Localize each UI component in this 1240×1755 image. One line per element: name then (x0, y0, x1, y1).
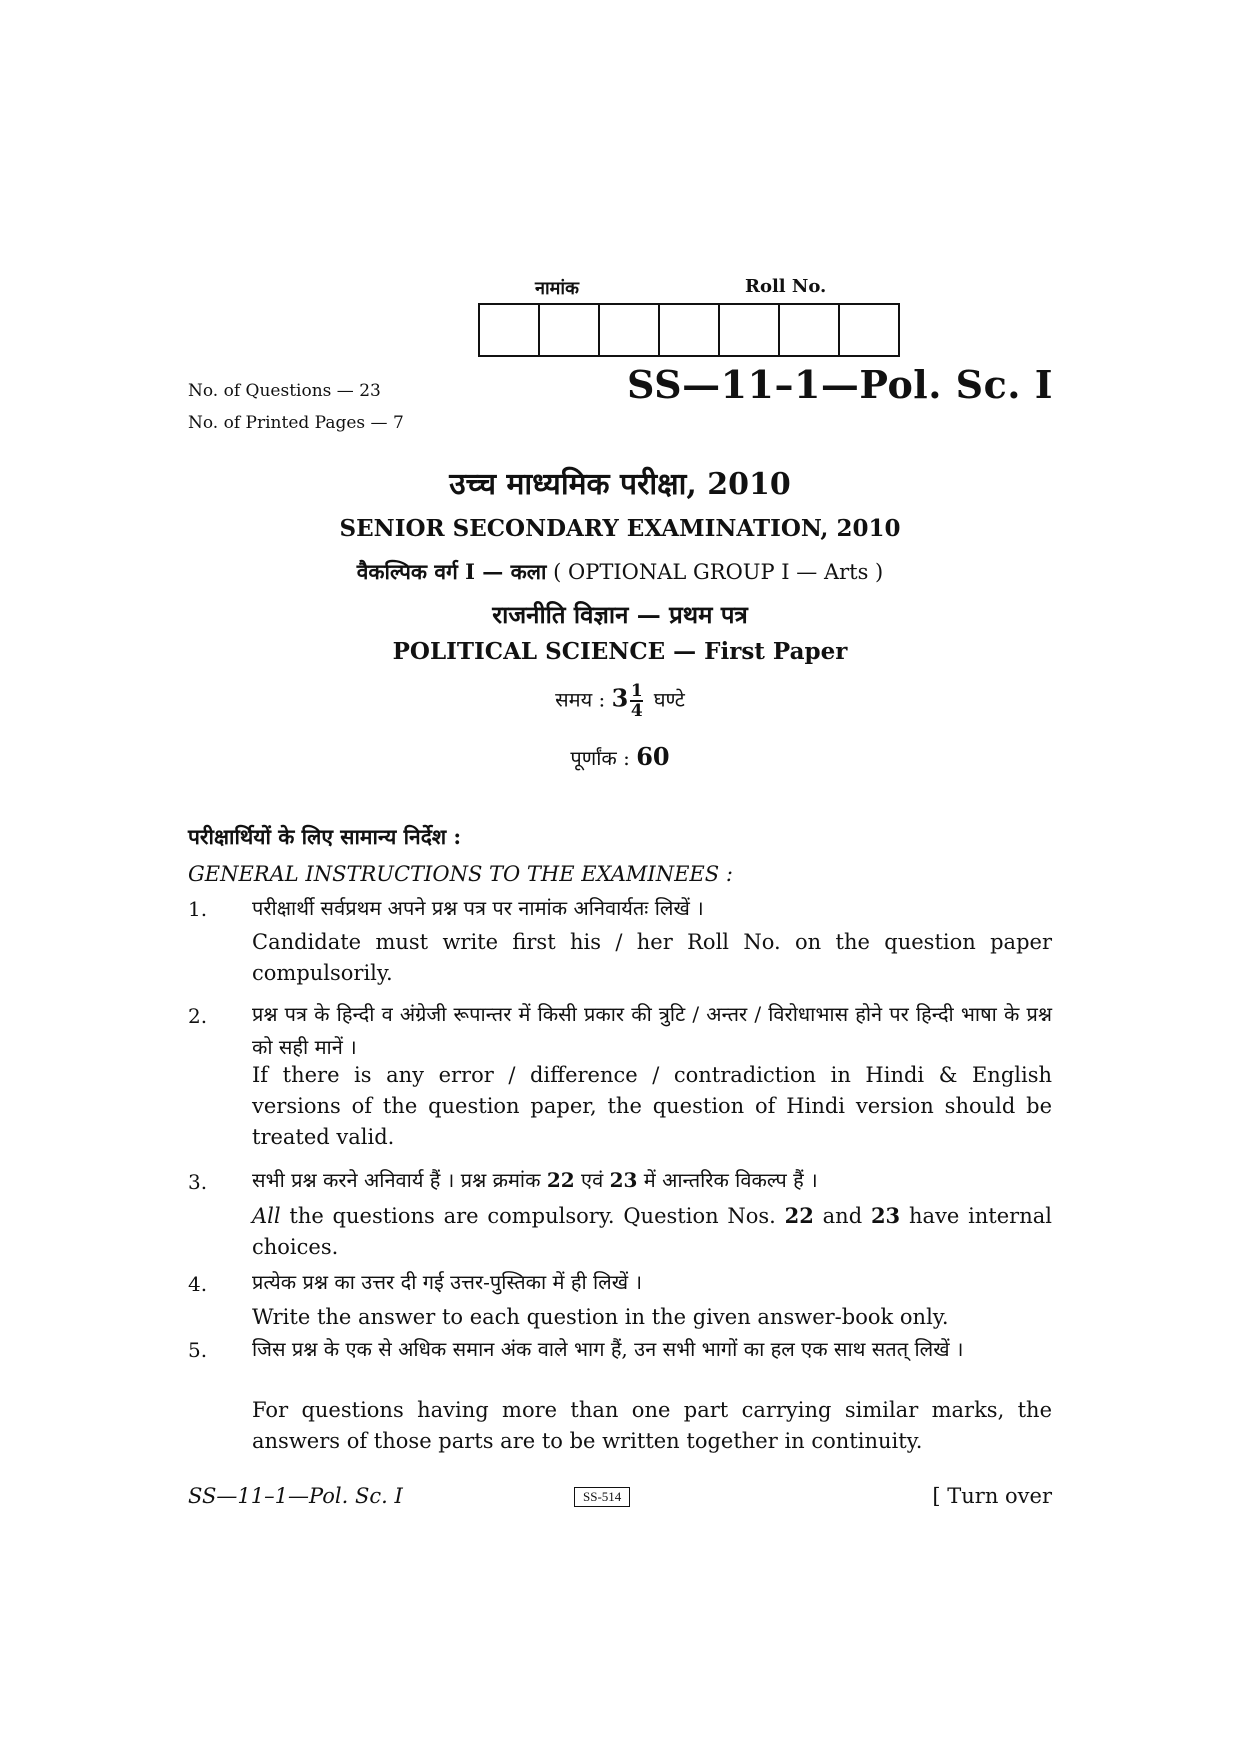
roll-number-boxes (478, 303, 900, 357)
instruction-text: the questions are compulsory. Question Nos. (289, 1204, 776, 1228)
roll-digit-box[interactable] (480, 305, 540, 355)
paper-code: SS—11–1—Pol. Sc. I (627, 362, 1053, 407)
optional-group (0, 558, 1240, 586)
instruction-text: सभी प्रश्न करने अनिवार्य हैं । प्रश्न क्रमांक (252, 1168, 541, 1192)
fraction-denominator: 4 (630, 701, 643, 721)
marks-value: 60 (636, 742, 670, 771)
roll-label-english: Roll No. (745, 276, 827, 297)
instruction-text: All (252, 1204, 281, 1228)
instruction-number: 3. (188, 1170, 208, 1194)
fraction-numerator: 1 (630, 681, 643, 701)
instruction-hindi: परीक्षार्थी सर्वप्रथम अपने प्रश्न पत्र पर नामांक अनिवार्यतः लिखें । (252, 896, 704, 920)
question-number: 23 (870, 1203, 901, 1228)
maximum-marks (0, 742, 1240, 771)
roll-digit-box[interactable] (840, 305, 898, 355)
marks-label: पूर्णांक : (570, 746, 630, 770)
subject-hindi: राजनीति विज्ञान — प्रथम पत्र (492, 600, 748, 629)
optional-group-hindi: वैकल्पिक वर्ग I — कला (356, 559, 547, 584)
question-number: 22 (546, 1168, 575, 1192)
optional-group-english: ( OPTIONAL GROUP I — Arts ) (553, 560, 884, 584)
time-unit: घण्टे (653, 687, 685, 712)
instruction-english: Candidate must write first his / her Roll No. on the question paper compulsorily. (252, 930, 1052, 985)
time-whole: 3 (611, 683, 629, 713)
instructions-heading-english: GENERAL INSTRUCTIONS TO THE EXAMINEES : (188, 862, 733, 886)
roll-digit-box[interactable] (660, 305, 720, 355)
exam-title-hindi: उच्च माध्यमिक परीक्षा, 2010 (449, 467, 791, 502)
instruction-hindi (252, 1164, 1052, 1197)
instruction-number: 2. (188, 1004, 208, 1028)
instructions-heading-hindi: परीक्षार्थियों के लिए सामान्य निर्देश : (188, 824, 462, 849)
instruction-hindi: जिस प्रश्न के एक से अधिक समान अंक वाले भाग हैं, उन सभी भागों का हल एक साथ सतत् लिखें । (252, 1337, 964, 1361)
number-of-pages: No. of Printed Pages — 7 (188, 413, 404, 433)
instruction-text: में आन्तरिक विकल्प हैं । (643, 1168, 818, 1192)
roll-digit-box[interactable] (720, 305, 780, 355)
exam-title-english: SENIOR SECONDARY EXAMINATION, 2010 (339, 515, 901, 542)
roll-digit-box[interactable] (600, 305, 660, 355)
instruction-hindi: प्रश्न पत्र के हिन्दी व अंग्रेजी रूपान्तर में किसी प्रकार की त्रुटि / अन्तर / विरोधाभास होने पर हिन्दी भाषा के प्रश्न को सही मानें । (252, 1002, 1052, 1059)
instruction-english: For questions having more than one part carrying similar marks, the answers of those parts are to be written together in continuity. (252, 1398, 1052, 1453)
instruction-english: Write the answer to each question in the given answer-book only. (252, 1305, 949, 1329)
number-of-questions: No. of Questions — 23 (188, 381, 381, 401)
instruction-number: 4. (188, 1272, 208, 1296)
instruction-english (252, 1200, 1052, 1263)
roll-digit-box[interactable] (540, 305, 600, 355)
time-label: समय : (555, 687, 606, 712)
turn-over-label: [ Turn over (932, 1484, 1052, 1508)
roll-label-hindi: नामांक (535, 278, 579, 299)
question-number: 23 (609, 1168, 638, 1192)
instruction-english: If there is any error / difference / contradiction in Hindi & English versions of the question paper, the question of Hindi version should be treated valid. (252, 1063, 1052, 1149)
instruction-hindi: प्रत्येक प्रश्न का उत्तर दी गई उत्तर-पुस्तिका में ही लिखें । (252, 1270, 643, 1294)
instruction-number: 1. (188, 897, 208, 921)
roll-digit-box[interactable] (780, 305, 840, 355)
instruction-text: have internal choices. (252, 1204, 1052, 1259)
instruction-text: and (822, 1204, 863, 1228)
instruction-text: एवं (581, 1168, 604, 1192)
instruction-number: 5. (188, 1338, 208, 1362)
time-allowed (0, 682, 1240, 720)
time-fraction (630, 682, 643, 720)
subject-english: POLITICAL SCIENCE — First Paper (392, 638, 848, 665)
question-number: 22 (784, 1203, 814, 1228)
footer-paper-code: SS—11–1—Pol. Sc. I (188, 1484, 403, 1508)
footer-serial-box: SS-514 (574, 1487, 630, 1507)
